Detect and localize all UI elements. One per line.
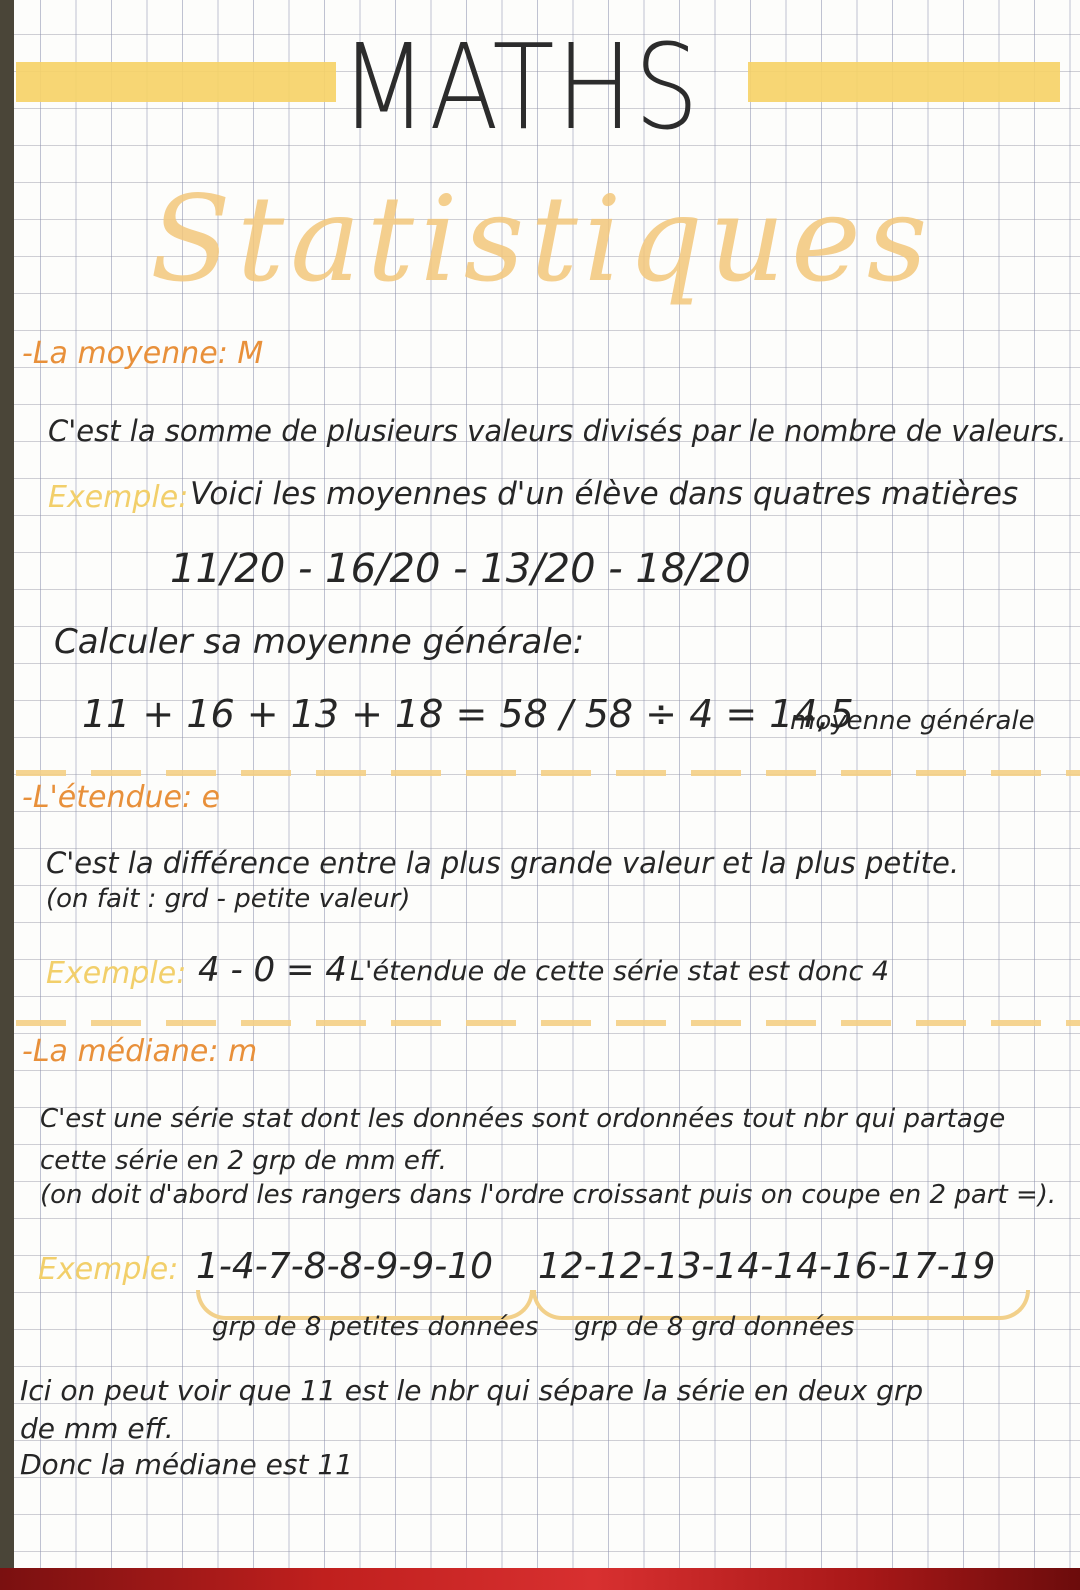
moyenne-result-label: moyenne générale (790, 706, 1035, 736)
mediane-conclusion-line2: de mm eff. (20, 1412, 174, 1445)
section-divider (16, 770, 1080, 776)
page-title: MATHS (340, 18, 701, 156)
highlighter-bar-right (748, 62, 1060, 102)
moyenne-example-label: Exemple: (48, 480, 189, 515)
moyenne-calculation: 11 + 16 + 13 + 18 = 58 / 58 ÷ 4 = 14,5 (82, 692, 854, 736)
mediane-conclusion-line3: Donc la médiane est 11 (20, 1448, 353, 1481)
mediane-series-low: 1-4-7-8-8-9-9-10 (196, 1246, 494, 1287)
notebook-binding-edge (0, 0, 14, 1590)
moyenne-definition: C'est la somme de plusieurs valeurs divisés par le nombre de valeurs. (48, 414, 1067, 448)
mediane-definition-line2: cette série en 2 grp de mm eff. (40, 1146, 447, 1176)
section-heading-mediane: -La médiane: m (22, 1034, 258, 1069)
mediane-definition-line3: (on doit d'abord les rangers dans l'ordre croissant puis on coupe en 2 part =). (40, 1180, 1057, 1210)
etendue-example-calc: 4 - 0 = 4 (198, 950, 347, 990)
mediane-series-high: 12-12-13-14-14-16-17-19 (538, 1246, 996, 1287)
section-heading-moyenne: -La moyenne: M (22, 336, 264, 371)
section-heading-etendue: -L'étendue: e (22, 780, 221, 815)
highlighter-bar-left (16, 62, 336, 102)
brace-low-label: grp de 8 petites données (212, 1312, 539, 1342)
background-surface (0, 1568, 1080, 1590)
mediane-definition-line1: C'est une série stat dont les données sont ordonnées tout nbr qui partage (40, 1104, 1006, 1134)
mediane-example-label: Exemple: (38, 1252, 179, 1287)
brace-high-label: grp de 8 grd données (574, 1312, 855, 1342)
etendue-definition: C'est la différence entre la plus grande valeur et la plus petite. (46, 846, 960, 880)
section-divider (16, 1020, 1080, 1026)
moyenne-instruction: Calculer sa moyenne générale: (54, 622, 585, 662)
moyenne-values: 11/20 - 16/20 - 13/20 - 18/20 (170, 546, 751, 592)
etendue-example-label: Exemple: (46, 956, 187, 991)
moyenne-example-text: Voici les moyennes d'un élève dans quatres matières (190, 476, 1019, 512)
mediane-conclusion-line1: Ici on peut voir que 11 est le nbr qui sépare la série en deux grp (20, 1374, 924, 1407)
page-subtitle: Statistiques (150, 170, 934, 308)
etendue-note: (on fait : grd - petite valeur) (46, 884, 411, 914)
etendue-example-text: L'étendue de cette série stat est donc 4 (350, 956, 890, 987)
